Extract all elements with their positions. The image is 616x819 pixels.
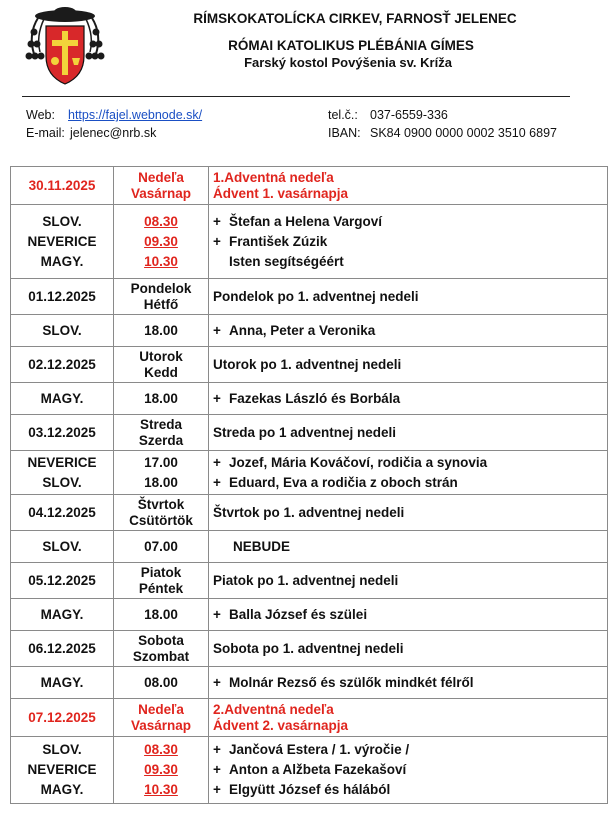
mass-intention: František Zúzik bbox=[229, 233, 328, 249]
mass-intention: Eduard, Eva a rodičia z oboch strán bbox=[229, 474, 458, 490]
mass-time: 08.00 bbox=[114, 667, 209, 699]
tel-label: tel.č.: bbox=[328, 108, 358, 122]
time-cell bbox=[114, 205, 209, 279]
day-row bbox=[11, 699, 608, 737]
mass-time: 18.00 bbox=[114, 599, 209, 631]
day-row bbox=[11, 279, 608, 315]
weekday-cell bbox=[114, 699, 209, 737]
day-row bbox=[11, 167, 608, 205]
header-line-3: Farský kostol Povýšenia sv. Kríža bbox=[244, 55, 452, 70]
mass-intention: Isten segítségéért bbox=[229, 253, 344, 269]
weekday-hu: Csütörtök bbox=[129, 512, 193, 528]
mass-intention: Fazekas László és Borbála bbox=[229, 391, 401, 406]
weekday-sk: Piatok bbox=[140, 565, 182, 580]
weekday-hu: Szombat bbox=[132, 648, 190, 664]
mass-language: MAGY. bbox=[11, 383, 114, 415]
weekday-sk: Pondelok bbox=[130, 281, 192, 296]
mass-intention: Štefan a Helena Vargoví bbox=[229, 213, 383, 229]
mass-intention: Anna, Peter a Veronika bbox=[229, 323, 376, 338]
mass-time: 09.30 bbox=[144, 233, 178, 249]
header-divider bbox=[22, 96, 570, 97]
liturgy-cell: Štvrtok po 1. adventnej nedeli bbox=[209, 495, 608, 531]
iban-value: SK84 0900 0000 0002 3510 6897 bbox=[370, 126, 557, 140]
liturgy-cell: Utorok po 1. adventnej nedeli bbox=[209, 347, 608, 383]
time-cell bbox=[114, 737, 209, 804]
web-row bbox=[26, 108, 202, 122]
mass-intention: Elgyütt József és hálából bbox=[229, 782, 391, 797]
day-row bbox=[11, 415, 608, 451]
intention-cell bbox=[209, 667, 608, 699]
mass-language: SLOV. bbox=[42, 742, 82, 757]
header-line-1: RÍMSKOKATOLÍCKA CIRKEV, FARNOSŤ JELENEC bbox=[193, 11, 517, 26]
weekday-sk: Štvrtok bbox=[137, 497, 185, 512]
weekday-sk: Sobota bbox=[138, 633, 184, 648]
liturgy-cell bbox=[209, 699, 608, 737]
iban-row bbox=[328, 126, 557, 140]
day-row bbox=[11, 563, 608, 599]
intention-cell bbox=[209, 205, 608, 279]
mass-language: NEVERICE bbox=[27, 762, 97, 777]
cross-icon: + bbox=[213, 782, 221, 797]
mass-time: 18.00 bbox=[114, 315, 209, 347]
liturgy-sk: 1.Adventná nedeľa bbox=[213, 170, 334, 185]
mass-row bbox=[11, 205, 608, 279]
weekday-cell bbox=[114, 631, 209, 667]
liturgy-cell: Piatok po 1. adventnej nedeli bbox=[209, 563, 608, 599]
mass-language: MAGY. bbox=[40, 253, 84, 269]
weekday-hu: Vasárnap bbox=[130, 717, 192, 733]
mass-row bbox=[11, 599, 608, 631]
mass-language: SLOV. bbox=[11, 531, 114, 563]
language-cell bbox=[11, 737, 114, 804]
weekday-hu: Péntek bbox=[138, 580, 184, 596]
weekday-hu: Szerda bbox=[138, 432, 184, 448]
cross-icon: + bbox=[213, 742, 221, 757]
cross-icon: + bbox=[213, 675, 221, 690]
mass-intention: Molnár Rezső és szülők mindkét félről bbox=[229, 675, 474, 690]
email-label: E-mail: bbox=[26, 126, 65, 140]
mass-intention: Jančová Estera / 1. výročie / bbox=[229, 742, 410, 757]
email-value: jelenec@nrb.sk bbox=[70, 126, 157, 140]
liturgy-sk: 2.Adventná nedeľa bbox=[213, 702, 334, 717]
mass-row bbox=[11, 667, 608, 699]
weekday-cell bbox=[114, 563, 209, 599]
date-cell: 03.12.2025 bbox=[11, 415, 114, 451]
weekday-sk: Nedeľa bbox=[138, 170, 184, 185]
language-cell bbox=[11, 205, 114, 279]
intention-cell bbox=[209, 451, 608, 495]
cross-icon: + bbox=[213, 213, 221, 229]
iban-label: IBAN: bbox=[328, 126, 361, 140]
weekday-sk: Streda bbox=[139, 417, 183, 432]
cross-icon: + bbox=[213, 474, 221, 490]
mass-time: 10.30 bbox=[144, 253, 178, 269]
date-cell: 05.12.2025 bbox=[11, 563, 114, 599]
mass-intention: Balla József és szülei bbox=[229, 607, 368, 622]
mass-row bbox=[11, 383, 608, 415]
cross-icon: + bbox=[213, 607, 221, 622]
mass-row bbox=[11, 531, 608, 563]
date-cell: 06.12.2025 bbox=[11, 631, 114, 667]
mass-time: 08.30 bbox=[144, 213, 178, 229]
mass-row bbox=[11, 315, 608, 347]
intention-cell bbox=[209, 383, 608, 415]
mass-time: 07.00 bbox=[114, 531, 209, 563]
mass-language: SLOV. bbox=[42, 213, 82, 229]
mass-intention: NEBUDE bbox=[233, 539, 291, 554]
weekday-hu: Vasárnap bbox=[130, 185, 192, 201]
mass-time: 08.30 bbox=[144, 742, 178, 757]
intention-cell bbox=[209, 599, 608, 631]
date-cell: 30.11.2025 bbox=[11, 167, 114, 205]
weekday-cell bbox=[114, 279, 209, 315]
mass-language: MAGY. bbox=[11, 599, 114, 631]
mass-time: 18.00 bbox=[114, 383, 209, 415]
date-cell: 04.12.2025 bbox=[11, 495, 114, 531]
liturgy-cell: Streda po 1 adventnej nedeli bbox=[209, 415, 608, 451]
weekday-hu: Kedd bbox=[144, 364, 178, 380]
mass-language: SLOV. bbox=[11, 315, 114, 347]
header-line-2: RÓMAI KATOLIKUS PLÉBÁNIA GÍMES bbox=[228, 38, 474, 53]
intention-cell bbox=[209, 531, 608, 563]
mass-language: SLOV. bbox=[42, 474, 82, 490]
weekday-cell bbox=[114, 415, 209, 451]
intention-cell bbox=[209, 737, 608, 804]
weekday-cell bbox=[114, 347, 209, 383]
mass-language: NEVERICE bbox=[27, 233, 97, 249]
tel-value: 037-6559-336 bbox=[370, 108, 448, 122]
mass-time: 18.00 bbox=[144, 474, 178, 490]
liturgy-cell: Sobota po 1. adventnej nedeli bbox=[209, 631, 608, 667]
header-titles bbox=[110, 8, 610, 70]
weekday-cell bbox=[114, 167, 209, 205]
cross-icon: + bbox=[213, 454, 221, 470]
tel-row bbox=[328, 108, 448, 122]
liturgy-hu: Ádvent 1. vasárnapja bbox=[213, 185, 349, 201]
date-cell: 07.12.2025 bbox=[11, 699, 114, 737]
intention-cell bbox=[209, 315, 608, 347]
date-cell: 01.12.2025 bbox=[11, 279, 114, 315]
mass-language: MAGY. bbox=[40, 782, 84, 797]
email-row bbox=[26, 126, 156, 140]
liturgy-cell: Pondelok po 1. adventnej nedeli bbox=[209, 279, 608, 315]
day-row bbox=[11, 495, 608, 531]
cross-icon: + bbox=[213, 233, 221, 249]
liturgy-cell bbox=[209, 167, 608, 205]
day-row bbox=[11, 347, 608, 383]
cross-icon: + bbox=[213, 762, 221, 777]
mass-time: 17.00 bbox=[144, 454, 178, 470]
mass-time: 10.30 bbox=[144, 782, 178, 797]
date-cell: 02.12.2025 bbox=[11, 347, 114, 383]
cross-icon: + bbox=[213, 323, 221, 338]
mass-schedule-table bbox=[10, 166, 608, 804]
web-link[interactable]: https://fajel.webnode.sk/ bbox=[68, 108, 203, 122]
liturgy-hu: Ádvent 2. vasárnapja bbox=[213, 717, 349, 733]
mass-intention: Anton a Alžbeta Fazekašoví bbox=[229, 762, 407, 777]
weekday-sk: Nedeľa bbox=[138, 702, 184, 717]
time-cell bbox=[114, 451, 209, 495]
mass-row bbox=[11, 737, 608, 804]
mass-time: 09.30 bbox=[144, 762, 178, 777]
mass-language: MAGY. bbox=[11, 667, 114, 699]
web-label: Web: bbox=[26, 108, 55, 122]
cross-icon: + bbox=[213, 391, 221, 406]
weekday-cell bbox=[114, 495, 209, 531]
weekday-sk: Utorok bbox=[139, 349, 183, 364]
mass-intention: Jozef, Mária Kováčoví, rodičia a synovia bbox=[229, 454, 488, 470]
language-cell bbox=[11, 451, 114, 495]
mass-language: NEVERICE bbox=[27, 454, 97, 470]
mass-row bbox=[11, 451, 608, 495]
day-row bbox=[11, 631, 608, 667]
weekday-hu: Hétfő bbox=[143, 296, 179, 312]
